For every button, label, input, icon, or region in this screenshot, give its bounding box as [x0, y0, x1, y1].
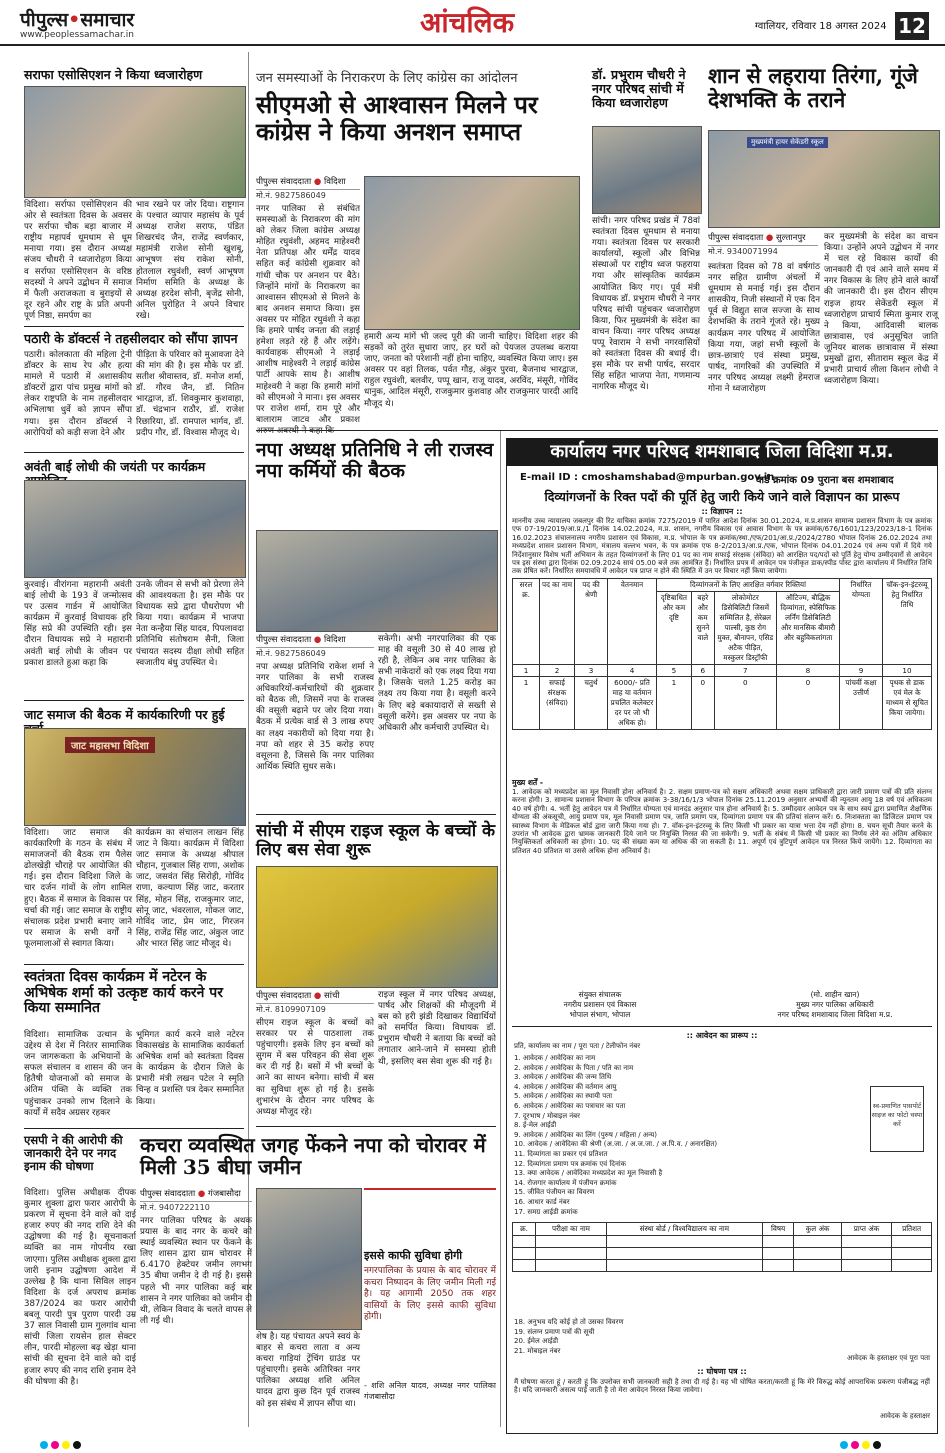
story-body: कर मुख्यमंत्री के संदेश का वाचन किया। उन्होंने अपने उद्बोधन में नगर में चल रहे विकास कार्यों की जानकारी दी एवं आने वाले समय में नगर विकास के लिए होने वाले कार्यों की जानकारी दी। इस दौरान सीएम राइज हायर सेकेंडरी स्कूल में ध्वजारोहण प्राचार्य स्मिता कुमार राजू ने किया, आदिवासी बालक छात्रावास, एवं अनुसूचित जाति जूनियर बालक छात्रावास में संस्था प्रमुखों द्वारा, सीताराम स्कूल केंद्र में प्रभारी प्राचार्य लीला किशन लोधी ने ध्वजारोहण किया। [824, 232, 938, 387]
cmyk-marks [840, 1434, 884, 1453]
story-body: नगर पालिका से संबंधित समस्याओं के निराकरण की मांग को लेकर जिला कांग्रेस अध्यक्ष मोहित रघुवंशी, अहमद माहेश्वरी नेता प्रतिपक्ष और धर्मेंद्र यादव सहित कई कांग्रेसी शुक्रवार को गांधी चौक पर अनशन पर बैठे। जिन्होंने मांगों के निराकरण का आश्वासन सीएमओ से मिलने के बाद अनशन समाप्त किया। इस अवसर पर मोहित रघुवंशी ने कहा कि हमारे पार्षद जनता की लड़ाई हमेशा लड़ते रहे हैं और लड़ेंगे। कार्यवाहक सीएमओ ने लड़ाई आशीष माहेश्वरी ने लड़ाई कांग्रेस पार्टी आपके साथ है। आशीष माहेश्वरी ने कहा कि हमारी मांगों को सीएमओ ने माना। इस अवसर पर राजेश शर्मा, राम पूरे और बालाराम जाटव और प्रकाश [256, 204, 360, 425]
th-c7: लोकोमोटर डिसेबिलिटी जिसमें सम्मिलित है, सेरेब्रल पाल्सी, कुष्ठ रोग मुक्त, बौनापन, एसिड अटैक पीड़ित, मस्कुलर डिस्ट्रॉफी [714, 592, 776, 665]
callout-box [364, 1188, 496, 1426]
cell: पांचवीं कक्षा उत्तीर्ण [840, 677, 883, 730]
story-body: नपा अध्यक्ष प्रतिनिधि राकेश शर्मा ने नगर पालिका के सभी राजस्व अधिकारियों-कर्मचारियों की शुक्रवार को बैठक ली, जिसमें नपा के राजस्व की वसूली बढ़ाने पर जोर दिया गया। बैठक में प्रत्येक वार्ड से 3 लाख रुपए का लक्ष्य नकारीयों को दिया गया है। नपा को शहर से 35 करोड़ रुपए वसूलना है, जिससे कि नगर पालिका आर्थिक स्थिति सुधर सके। [256, 662, 374, 772]
th-date: चॉक-इन-इंटरव्यू हेतु निर्धारित तिथि [883, 579, 932, 665]
cmyk-marks [40, 1434, 84, 1453]
divider [24, 1128, 244, 1129]
form-field[interactable]: 1. आवेदक / आवेदिका का नाम [514, 1054, 596, 1062]
story-headline: कचरा व्यवस्थित जगह फेंकने नपा को चोरावर में मिली 35 बीघा जमीन [140, 1133, 486, 1180]
ad-ward: वार्ड क्रमांक 09 पुराना बस शमशाबाद [756, 475, 894, 486]
story-body: उनके जीवन से सभी को प्रेरणा लेने की आवश्यकता है। इस मौके पर विधायक सप्रे द्वारा पौधरोपण भी किया गया। कार्यक्रम में भाजपा नेता कन्हैया सिंह यादव, पिपलावदा प्रतिनिधि संतोषराम सैनी, जिला पंचायत सदस्य दीक्षा लोधी सहित स्वजातीय बंधु उपस्थित थे। [136, 580, 244, 668]
col-number: 7 [714, 665, 776, 677]
th-edu: क्र. [513, 1223, 536, 1236]
story-body: पठारी। कोलकाता की महिला ट्रेनी डॉक्टर के साथ रेप और हत्या मामले में पठारी में अशासकीय डॉक्टरों द्वारा पांच प्रमुख मांगों को लेकर राष्ट्रपति के नाम तहसीलदार अभिलाषा धुर्वे को ज्ञापन सौंपा गया। इस दौरान डॉक्टर्स ने आरोपियों को कड़ी सजा देने और [24, 350, 132, 438]
story-body: हमारी अन्य मांगें भी जल्द पूरी की जानी चाहिए। विदिशा शहर की सड़कों को तुरंत सुधारा जाए, हर घरों को पेयजल उपलब्ध कराया जाए, जनता को परेशानी नहीं होना चाहिए, व्यवस्थित किया जाए। इस अवसर पर वहां तिलक, पर्वत गौड़, अंकुर पुरवा, बैजनाथ भारद्वाज, राहुल रघुवंशी, बलवीर, पप्पू खान, राजू यादव, अरविंद, मंसूरी, गोविंद धानुक, आदिल मंसूरी, राजकुमार कुशवाह और राजकुमार पारदी आदि मौजूद थे। [364, 332, 578, 409]
th-edu: कुल अंक [794, 1223, 841, 1236]
cell: 0 [714, 677, 776, 730]
col-number: 5 [657, 665, 692, 677]
story-body: विदिशा। पुलिस अधीक्षक दीपक कुमार शुक्ला द्वारा फरार आरोपी के प्रकरण में सूचना देने वाले को दाई हजार रुपए की नगद राशि देने की उद्घोषणा की गई है। सूचनाकर्ता व्यक्ति का नाम गोपनीय रखा जाएगा। पुलिस अधीक्षक शुक्ला द्वारा जारी इनाम उद्घोषणा आदेश में उल्लेख है कि थाना सिविल लाइन विदिशा के दर्ज अपराध क्रमांक 387/2024 का फरार आरोपी बबलू पारदी पुत्र पुराण पारदी उम्र 37 साल निवासी ग्राम गुलगांव थाना सांची जिला रायसेन हाल सेक्टर लीन, पारदी मोहल्ला बढ़ खेड़ा थाना सांची की सूचना देने वाले को दाई हजार रुपए की नगद राशि इनाम देने की घोषणा की है। [24, 1188, 136, 1387]
divider [24, 452, 244, 453]
table-row [513, 1236, 932, 1248]
declaration-title: :: घोषणा पत्र :: [697, 1367, 747, 1376]
story-body: सांची। नगर परिषद प्रखंड में 78वां स्वतंत्रता दिवस धूमधाम से मनाया गया। स्वतंत्रता दिवस पर सरकारी कार्यालयों, स्कूलों और विभिन्न संस्थाओं पर राष्ट्रीय ध्वज फहराया गया और सांस्कृतिक कार्यक्रम आयोजित किए गए। पूर्व मंत्री विधायक डॉ. प्रभुराम चौधरी ने नगर परिषद सांची पहुंचकर ध्वजारोहण किया, फिर मुख्यमंत्री के संदेश का वाचन किया। नगर परिषद अध्यक्ष पप्पू रेवाराम ने सभी नगरवासियों को स्वतंत्रता दिवस की बधाई दी। इस मौके पर सभी पार्षद, सरदार सिंह सहित भाजपा नेता, गणमान्य नागरिक मौजूद थे। [592, 216, 700, 393]
col-number: 9 [840, 665, 883, 677]
th-pay: वेतनमान [608, 579, 657, 665]
form-field[interactable]: 12. दिव्यांगता प्रमाण पत्र क्रमांक एवं दिनांक [514, 1159, 627, 1168]
story-body: विदिशा। सर्राफा एसोसिएशन की ओर से स्वतंत्रता दिवस के अवसर पर सर्राफा चौक बड़ा बाजार में राष्ट्रीय महापर्व धूमधाम से धूम मनाया गया। इस दौरान अध्यक्ष संजय चौधरी ने ध्वजारोहण किया व सर्राफा एसोसिएशन के वरिष्ठ सदस्यों ने अपने उद्बोधन में समाज में फैली अराजकता व बुराइयों से दूर रहने और राष्ट्र के प्रति अपनी पूर्ण निष्ठा, समर्पण का [24, 200, 132, 321]
story-photo [592, 126, 702, 214]
story-body: कुरवाई। वीरांगना महारानी अवंती बाई लोधी के 193 वें जन्मोत्सव पर उत्सव गार्डन में आयोजित कार्यक्रम में कुरवाई विधायक हरि सिंह सप्रे की उपस्थिति रही। इस दौरान विधायक सप्रे ने महारानी अवंती बाई लोधी के जीवन पर प्रकाश डालते हुआ कहा कि [24, 580, 132, 668]
story-photo [24, 480, 246, 578]
th-category: पद की श्रेणी [575, 579, 608, 665]
th-edu: प्राप्त अंक [841, 1223, 891, 1236]
story-headline: डॉ. प्रभुराम चौधरी ने नगर परिषद सांची में किया ध्वजारोहण [592, 67, 686, 110]
form-field[interactable]: 7. दूरभाष / मोबाइल नंबर [514, 1111, 581, 1120]
form-field[interactable]: 14. रोजगार कार्यालय में पंजीयन क्रमांक [514, 1178, 617, 1187]
divider [512, 1026, 932, 1027]
divider [24, 700, 244, 701]
form-field[interactable]: 15. जीवित पंजीयन का विवरण [514, 1188, 595, 1197]
col-number: 6 [691, 665, 714, 677]
story-photo [364, 176, 580, 330]
form-field[interactable]: 16. आधार कार्ड नंबर [514, 1197, 570, 1206]
story-body: विदिशा। सामाजिक उत्थान के उद्देश्य से देश में निरंतर सामाजिक जन जागरूकता के अभियानों के सफल संचालन व शासन की जन हितैषी योजनाओं को समाज के अंतिम पंक्ति के व्यक्ति तक पहुंचाकर उनको लाभ दिलाने के कार्यों में सदैव अग्रसर रहकर [24, 1030, 132, 1118]
byline: पीपुल्स संवाददाता ● सांची [256, 990, 374, 1004]
ad-signature-right [740, 990, 930, 1020]
sign-line: भोपाल संभाग, भोपाल [569, 1010, 631, 1019]
form-field[interactable]: 11. दिव्यांगता का प्रकार एवं प्रतिशत [514, 1149, 608, 1158]
vacancy-table [512, 578, 932, 730]
mobile-number: मो.नं. 9827586049 [256, 191, 326, 200]
form-field[interactable]: 10. आवेदक / आवेदिका की श्रेणी (अ.जा. / अ.ज.जा. / अ.पि.व. / अनारक्षित) [514, 1140, 718, 1149]
th-c6: बहरे और कम सुनने वाले [691, 592, 714, 665]
story-body: नगर पालिका परिषद के अथक प्रयास के बाद नगर के कचरे को स्थाई व्यवस्थित स्थान पर फेंकने के लिए शासन द्वारा ग्राम चोरावर में 6.4170 हेक्टेयर जमीन लगभग 35 बीघा जमीन दे दी गई है। इससे पहले भी नगर पालिका कई बार शासन ने नगर पालिका को जमीन दी थी, लेकिन विवाद के चलते वापस ले ली गई थी। [140, 1216, 252, 1326]
th-edu: विषय [762, 1223, 794, 1236]
th-sno: सरल क्र. [513, 579, 540, 665]
cell: पृथक से डाक एवं मेल के माध्यम से सूचित किया जायेगा। [883, 677, 932, 730]
column-rule [500, 430, 501, 1427]
divider [256, 430, 938, 431]
story-body: कार्यक्रम का संचालन लाखन सिंह जाट ने किया। कार्यक्रम में विदिशा जाट समाज के अध्यक्ष श्रीपाल चौहान, गुजबाल सिंह राणा, अशोक जाट, जसवंत सिंह सिरोही, गोविंद राणा, कल्याण सिंह जाट, करतार सिंह, मोहन सिंह, राजकुमार जाट, सोनू जाट, भंवरलाल, गोकल जाट, गोविंद जाट, प्रेम जाट, गिरजन सिंह, राजेंद्र सिंह जाट, अंकुल जाट और भारत सिंह जाट मौजूद थे। [136, 828, 244, 949]
story-photo [256, 866, 498, 988]
story-headline: सांची में सीएम राइज स्कूल के बच्चों के लिए बस सेवा शुरू [256, 821, 496, 861]
story-headline: जाट समाज की बैठक में कार्यकारिणी पर हुई [24, 707, 225, 722]
form-field[interactable]: 9. आवेदक / आवेदिका का लिंग (पुरुष / महिला / अन्य) [514, 1130, 658, 1139]
col-number: 2 [540, 665, 575, 677]
divider [24, 964, 244, 965]
story-body: सीएम राइज स्कूल के बच्चों को सरकार पर से पाठशाला तक पहुंचाएगी। इसके लिए इन बच्चों को सुगम में बस परिवहन की सेवा शुरू कर दी गई है। बसों में भी बच्चों के आने का साधन बनेगा। सांची में बस का सुविधा शुरू हो गई है। इसके शुभारंभ के दौरान नगर परिषद के अध्यक्ष मौजूद रहे। [256, 1018, 374, 1117]
mobile-number: मो.नं. 9407222110 [140, 1203, 210, 1212]
sign-line: (मो. शाहीन खान) [810, 990, 860, 999]
ad-signature-left [520, 990, 680, 1020]
dateline: ग्वालियर, रविवार 18 अगस्त 2024 [755, 21, 887, 32]
story-headline: पठारी के डॉक्टर्स ने तहसीलदार को सौंपा ज्ञापन [24, 331, 238, 346]
story-headline: अवंती बाई लोधी की जयंती पर कार्यक्रम [24, 459, 206, 474]
story-headline: नपा अध्यक्ष प्रतिनिधि ने ली राजस्व नपा कर्मियों की बैठक [256, 439, 494, 483]
form-field[interactable]: 13. क्या आवेदक / आवेदिका मध्यप्रदेश का मूल निवासी है [514, 1169, 663, 1178]
story-headline: सराफा एसोसिएशन ने किया ध्वजारोहण [24, 67, 203, 82]
story-photo [256, 530, 498, 632]
col-number: 3 [575, 665, 608, 677]
story-photo [708, 130, 940, 228]
story-body: भूमिगत कार्य करने वाले नटेरन विकासखंड के सामाजिक कार्यकर्ता अभिषेक शर्मा को स्वतंत्रता दिवस के कार्यक्रम के दौरान जिले के प्रभारी मंत्री लखन पटेल ने स्मृति चिन्ह व प्रशस्ति पत्र देकर सम्मानित किया। [136, 1030, 244, 1107]
form-tail [514, 1318, 814, 1356]
cell: 1 [657, 677, 692, 730]
print-registration-strip [0, 1431, 945, 1445]
byline: पीपुल्स संवाददाता ● विदिशा [256, 176, 360, 190]
story-photo [256, 1188, 362, 1330]
photo-placeholder: स्व-प्रमाणित पासपोर्ट साइज का फोटो चस्पा करें [870, 1086, 924, 1152]
form-title: :: आवेदन का प्रारूप :: [686, 1031, 758, 1040]
form-field[interactable]: 18. अनुभव यदि कोई हो तो उसका विवरण [514, 1318, 624, 1326]
ad-notice-label: :: विज्ञापन :: [701, 507, 743, 516]
story-body: भाव रखने पर जोर दिया। राष्ट्रगान के पश्चात व्यापार महासंघ के पूर्व अध्यक्ष राजेश सराफ, पंडित शिखरचंद जैन, राजेंद्र स्वर्णकार, महामंत्री राजेश सोनी खुशबू, आभूषण संघ राकेश सोनी, होतलाल रघुवंशी, स्वर्ण आभूषण निर्माण समिति के अध्यक्ष के अध्यक्ष हरदेश सोनी, बृजेंद्र सोनी, अनिल पुरोहित ने अपने विचार रखे। [136, 200, 244, 321]
th-edu: संस्था बोर्ड / विश्वविद्यालय का नाम [606, 1223, 762, 1236]
ad-notes-title: मुख्य शर्तें - [512, 778, 543, 787]
th-group: दिव्यांगजनों के लिए आरक्षित वर्गवार रिक्तियां [657, 579, 840, 592]
ad-email: E-mail ID : cmoshamshabad@mpurban.gov.in [520, 472, 775, 483]
th-c5: दृष्टिबाधित और कम दृष्टि [657, 592, 692, 665]
sign-line: नगर परिषद शमशाबाद जिला विदिशा म.प्र. [777, 1010, 893, 1019]
sign-line: मुख्य नगर पालिका अधिकारी [796, 1000, 874, 1009]
table-row [513, 677, 932, 730]
ad-office-title: कार्यालय नगर परिषद शमशाबाद जिला विदिशा म.प्र. [506, 438, 938, 466]
form-field[interactable]: 17. समग्र आईडी क्रमांक [514, 1207, 578, 1216]
story-photo [24, 728, 246, 826]
mobile-number: मो.नं. 8109907109 [256, 1005, 326, 1014]
callout-body: नगरपालिका के प्रयास के बाद चोरावर में कचरा निष्पादन के लिए जमीन मिली गई है। यह आगामी 2050 तक शहर वासियों के लिए इससे काफी सुविधा होगी। [364, 1266, 496, 1323]
cell: 6000/- प्रति माह या वर्तमान प्रचलित कलेक्टर दर पर जो भी अधिक हो। [608, 677, 657, 730]
story-headline: शान से लहराया तिरंगा, गूंजे देशभक्ति के तराने [708, 63, 918, 112]
form-field[interactable]: 2. आवेदक / आवेदिका के पिता / पति का नाम [514, 1063, 634, 1072]
story-headline: सीएमओ से आश्वासन मिलने पर कांग्रेस ने किया अनशन समाप्त [256, 90, 538, 146]
col-number: 10 [883, 665, 932, 677]
byline: पीपुल्स संवाददाता ● सुल्तानपुर [708, 232, 818, 246]
sign-line: नगरीय प्रशासन एवं विकास [563, 1000, 637, 1009]
th-edu: प्रतिशत [892, 1223, 932, 1236]
th-c8: ऑटिज्म, बौद्धिक दिव्यांगता, स्पेसिफिक लर्निंग डिसेबिलिटी और मानसिक बीमारी और बहुविकलांगता [776, 592, 839, 665]
story-body: पीड़िता के परिवार को मुआवजा देने की मांग की है। इस मौके पर डॉ. सतीश श्रीवास्तव, डॉ. मनोज शर्मा, डॉ. गौरव जैन, डॉ. नितिन भारद्वाज, डॉ. शिवकुमार कुशवाहा, डॉ. चंद्रभान राठौर, डॉ. राजेश रिछारिया, डॉ. रामपाल भार्गव, डॉ. प्रदीप गौर, डॉ. विश्वास मौजूद थे। [136, 350, 244, 438]
form-field[interactable]: 3. आवेदक / आवेदिका की जन्म तिथि [514, 1073, 612, 1082]
story-body: सकेगी। अभी नगरपालिका की एक माह की वसूली 30 से 40 लाख हो रही है, लेकिन अब नगर पालिका के सभी नाकेदारों को एक लक्ष्य दिया गया है। जिसके चलते 1.25 करोड़ का लक्ष्य तय किया गया है। वसूली करने के लिए बड़े बकायादारों से सख्ती से वसूली करेंगे। इस अवसर पर नपा के अधिकारी और कर्मचारी उपस्थित थे। [378, 634, 496, 733]
form-address: प्रति, कार्यालय का नाम / पूरा पता / टेलीफोन नंबर [514, 1042, 641, 1050]
form-field[interactable]: 8. ई-मेल आईडी [514, 1121, 557, 1130]
callout-signature: - शशि अनिल यादव, अध्यक्ष नगर पालिका गंजबासौदा [364, 1381, 496, 1402]
form-field[interactable]: 5. आवेदक / आवेदिका का स्थायी पता [514, 1092, 613, 1101]
byline: पीपुल्स संवाददाता ● गंजबासौदा [140, 1188, 252, 1202]
brand-logo: पीपुल्स•समाचार [20, 9, 135, 31]
ad-notes: 1. आवेदक को मध्यप्रदेश का मूल निवासी होना अनिवार्य है। 2. सक्षम प्रमाण-पत्र को सक्षम अधिकारी अथवा सक्षम प्राधिकारी द्वारा जारी प्रमाण पत्रों की प्रति संलग्न करना होगी। 3. सामान्य प्रशासन विभाग के परिपत्र क्रमांक 3-38/16/1/3 भोपाल दिनांक 25.11.2019 अनुसार अभ्यर्थी की न्यूनतम आयु 18 वर्ष एवं अधिकतम 40 वर्ष होगी। 4. भर्ती हेतु आवेदन पत्र में निर्धारित योग्यता एवं मानदंड अनुसार पात्र होना अनिवार्य है। 5. उम्मीदवार आवेदन पत्र के साथ स्वयं द्वारा प्रमाणित शैक्षणिक योग्यता की अंकसूची, आयु प्रमाण पत्र, मूल निवासी प्रमाण पत्र, जाति प्रमाण पत्र, दिव्यांगता प्रमाण पत्र की प्रतियां संलग्न करें। 6. निःशक्तता का डिजिटल प्रमाण पत्र स्वास्थ्य विभाग के मेडिकल बोर्ड द्वारा जारी किया गया हो। 7. वॉक-इन-इंटरव्यू के लिए किसी भी प्रकार का यात्रा भत्ता देय नहीं होगा। 8. चयन सूची तैयार करने के उपरांत भी आवेदक द्वारा भ्रामक जानकारी दिये जाने पर नियुक्ति निरस्त की जा सकेगी। 9. भर्ती के संबंध में किसी भी प्रकार का निर्णय लेने का अंतिम अधिकार नियुक्तिकर्ता अधिकारी का होगा। 10. पद की संख्या कम या अधिक की जा सकती है। 11. अपूर्ण एवं त्रुटिपूर्ण आवेदन पत्र निरस्त किये जायेंगे। 12. दिव्यांगता का प्रतिशत 40 प्रतिशत या उससे अधिक होना अनिवार्य है। [512, 788, 932, 855]
th-qualification: निर्धारित योग्यता [840, 579, 883, 665]
col-number: 8 [776, 665, 839, 677]
th-post: पद का नाम [540, 579, 575, 665]
byline: पीपुल्स संवाददाता ● विदिशा [256, 634, 374, 648]
ad-intro: माननीय उच्च न्यायालय जबलपुर की रिट याचिका क्रमांक 7275/2019 में पारित आदेश दिनांक 30.01.2024, म.प्र.शासन सामान्य प्रशासन विभाग के पत्र क्रमांक एफ 07-19/2019/आ.प्र./1 दिनांक 14.02.2024, म.प्र. शासन, नगरीय विकास एवं आवास विभाग के पत्र क्रमांक/676/1601/123/2023/18-1 दिनांक 16.02.2023 संचालनालय नगरीय प्रशासन एवं विकास, म.प्र. भोपाल के पत्र क्रमांक/स्था./एफ/201/आ.प्र./2024/2780 भोपाल दिनांक 26.02.2024 तथा मध्यप्रदेश शासन प्रशासन विभाग, मंत्रालय वल्लभ भवन, के पत्र क्रमांक एफ 8-2/2013/आ.प्र./एक, भोपाल दिनांक 04.01.2024 एवं अन्य पत्रों में दिये गये निर्देशानुसार विशेष भर्ती अभियान के तहत दिव्यांगजनों के लिए 01 पद का नाम सफाई संरक्षक (संविदा) को आरक्षित पद/पदों को पूर्ति हेतु योग्य उम्मीदवारों से आवेदन पत्र इस संस्था द्वारा दिनांक 02.09.2024 सायं 05.00 बजे तक आमंत्रित हैं। निर्धारित प्रपत्र में आवेदन पत्र पंजीकृत डाक/स्पीड पोस्ट द्वारा कार्यालय में निर्धारित तिथि तक प्रेषित करें। निर्धारित समयावधि में आवेदन पत्र प्राप्त न होने की स्थिति में उन पर विचार नहीं किया जायेगा। [512, 517, 932, 576]
mobile-number: मो.नं. 9340071994 [708, 247, 778, 256]
page-number: 12 [895, 12, 929, 40]
callout-heading: इससे काफी सुविधा होगी [364, 1249, 463, 1262]
divider [256, 814, 496, 815]
story-headline: एसपी ने की आरोपी की जानकारी देने पर नगद इनाम की घोषणा [24, 1133, 123, 1173]
form-field[interactable]: 4. आवेदक / आवेदिका की वर्तमान आयु [514, 1082, 617, 1091]
story-headline: स्वतंत्रता दिवस कार्यक्रम में नटेरन के अभिषेक शर्मा को उत्कृष्ट कार्य करने पर किया सम्मानित [24, 969, 223, 1017]
mobile-number: मो.नं. 9827586049 [256, 649, 326, 658]
site-url: www.peoplessamachar.in [20, 30, 134, 40]
col-number: 4 [608, 665, 657, 677]
form-field[interactable]: 19. संलग्न प्रमाण पत्रों की सूची [514, 1327, 595, 1336]
table-row [513, 1248, 932, 1260]
section-title: आंचलिक [420, 6, 515, 39]
cell: 0 [691, 677, 714, 730]
story-body: शेष है। यह पंचायत अपने स्वयं के बाहर से कचरा लाता व अन्य कचरा गाड़ियां ट्रेंचिंग ग्राउंड पर पहुंचाएगी। इसके अतिरिक्त नगर पालिका अध्यक्ष शशि अनिल यादव द्वारा कुछ दिन पूर्व राजस्व को इस संबंध में ज्ञापन सौंपा था। [256, 1332, 360, 1409]
form-field[interactable]: 21. मोबाइल नंबर [514, 1346, 561, 1355]
applicant-signature: आवेदक के हस्ताक्षर एवं पूरा पता [847, 1354, 930, 1362]
form-field[interactable]: 6. आवेदक / आवेदिका का पत्राचार का पता [514, 1101, 626, 1110]
form-fields [514, 1054, 854, 1217]
table-row [513, 1260, 932, 1272]
divider [24, 326, 244, 327]
th-edu: परीक्षा का नाम [536, 1223, 607, 1236]
declaration-signature: आवेदक के हस्ताक्षर [879, 1412, 930, 1420]
story-photo [24, 86, 246, 198]
sign-line: संयुक्त संचालक [578, 990, 622, 999]
story-body: स्वतंत्रता दिवस को 78 वां वर्षगांठ नगर सहित ग्रामीण अंचलों में धूमधाम से मनाई गई। इस दौरान शासकीय, निजी संस्थानों में एक दिन पूर्व से विद्युत साज सज्जा के साथ देशभक्ति के तराने गूंजते रहे। मुख्य कार्यक्रम नगर परिषद में आयोजित किया गया, जहां सभी स्कूलों के छात्र-छात्राएं एवं संस्था प्रमुख, पार्षद, नागरिकों की उपस्थिति में नगर परिषद अध्यक्ष लक्ष्मी हेमराज गोना ने ध्वजारोहण [708, 262, 820, 395]
cell: 0 [776, 677, 839, 730]
cell: 1 [513, 677, 540, 730]
education-table [512, 1222, 932, 1272]
divider [256, 1126, 496, 1127]
photo-banner: जाट महासभा विदिशा [65, 737, 155, 753]
declaration-text: मैं घोषणा करता हूं / करती हूं कि उपरोक्त सभी जानकारी सही है तथा दी गई है। यह भी घोषित करता/करती हूं कि मेरे विरुद्ध कोई आपराधिक प्रकरण पंजीबद्ध नहीं है। यदि जानकारी असत्य पाई जाती है तो मेरा आवेदन निरस्त किया जावेगा। [514, 1378, 930, 1395]
cell: सफाई संरक्षक (संविदा) [540, 677, 575, 730]
story-body: विदिशा। जाट समाज की कार्यकारिणी के गठन के संबंध में समाजजनों की बैठक राम पैलेस ढोलखेड़ी चौराहे पर आयोजित की गई। इस दौरान विदिशा जिले के चार दर्जन गांवों के लोग शामिल हुए। बैठक में समाज के विकास पर चर्चा की गई। जाट समाज के राष्ट्रीय संचालक प्रदेश प्रभारी बनाए जाने पर समाज के सभी वर्गों ने फूलमालाओं से स्वागत किया। [24, 828, 132, 949]
story-body: राइज स्कूल में नगर परिषद अध्यक्ष, पार्षद और शिक्षकों की मौजूदगी में बस को हरी झंडी दिखाकर विद्यार्थियों को समर्पित किया। विधायक डॉ. प्रभुराम चौधरी ने बताया कि बच्चों को लगातार आने-जाने में समस्या होती थी, इसलिए बस सेवा शुरू की गई है। [378, 990, 496, 1067]
col-number: 1 [513, 665, 540, 677]
photo-banner: मुख्यमंत्री हायर सेकेंडरी स्कूल [747, 137, 828, 148]
ad-title: दिव्यांगजनों के रिक्त पदों की पूर्ति हेतु जारी किये जाने वाले विज्ञापन का प्रारूप [544, 489, 900, 504]
form-field[interactable]: 20. ईमेल आईडी [514, 1337, 559, 1346]
story-kicker: जन समस्याओं के निराकरण के लिए कांग्रेस का आंदोलन [256, 71, 518, 86]
cell: चतुर्थ [575, 677, 608, 730]
